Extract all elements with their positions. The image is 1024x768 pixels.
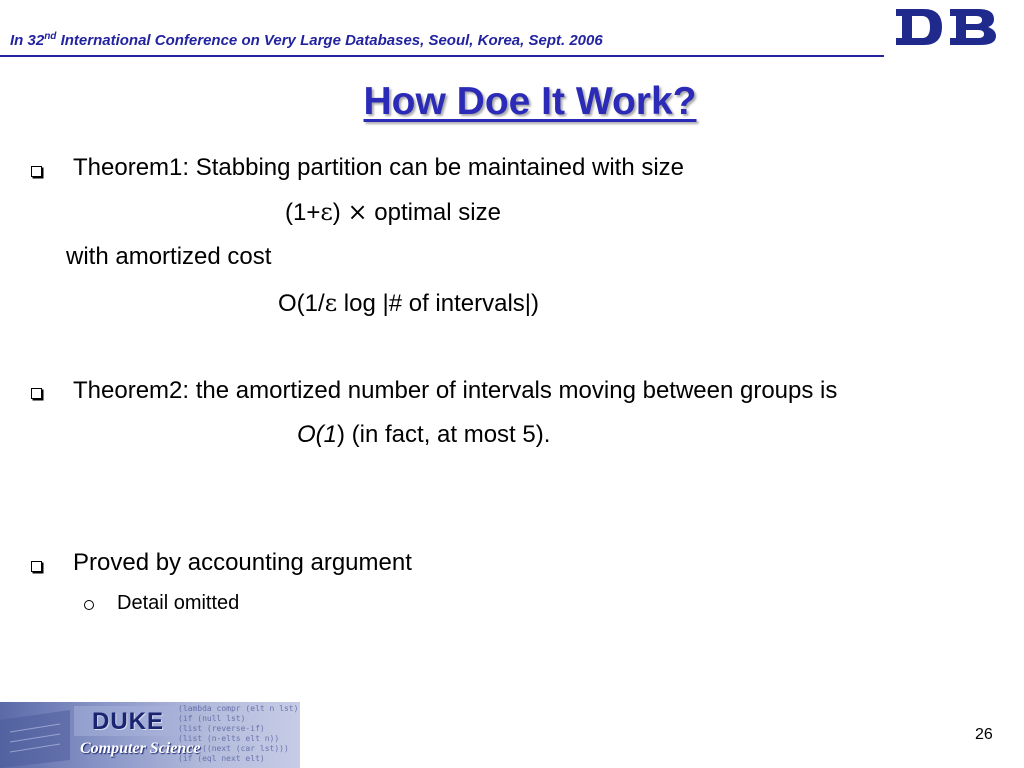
formula-part: O(1/: [278, 290, 325, 317]
proof-statement: Proved by accounting argument: [73, 549, 412, 576]
slide-title: How Doe It Work?: [363, 80, 697, 123]
square-bullet-icon: [31, 388, 42, 399]
formula-part: ): [332, 199, 348, 226]
banner-code-line: (list (reverse-if): [178, 724, 265, 733]
theorem1-size-formula: [285, 198, 501, 227]
banner-code-line: (if (null lst): [178, 714, 246, 723]
epsilon-symbol: ε: [324, 289, 338, 317]
formula-part: (1+: [285, 199, 321, 226]
duke-db-logo: [894, 5, 1000, 49]
page-number: 26: [975, 726, 993, 743]
square-bullet-icon: [31, 561, 42, 572]
header-rule: [0, 55, 884, 57]
header-superscript: nd: [44, 31, 57, 42]
theorem1-cost-label: with amortized cost: [66, 243, 272, 270]
theorem1-statement: Theorem1: Stabbing partition can be maintained with size: [73, 154, 685, 181]
logo-text: DB: [894, 5, 896, 6]
banner-code-line: (if (eql next elt): [178, 754, 265, 763]
banner-code-line: (list (n-elts elt n)): [178, 734, 280, 743]
formula-part: ) (in fact, at most 5).: [337, 421, 551, 448]
big-o-italic: O(1: [297, 421, 338, 448]
banner-code-line: (lambda compr (elt n lst): [178, 704, 299, 713]
banner-duke-text: DUKE: [92, 708, 165, 735]
theorem2-bound: [297, 421, 550, 449]
banner-computer-science-text: Computer Science: [80, 740, 201, 757]
square-bullet-icon: [31, 166, 42, 177]
duke-cs-banner: [0, 702, 300, 768]
conference-header: [10, 32, 603, 49]
theorem1-cost-formula: [278, 289, 539, 318]
header-suffix: International Conference on Very Large Databases, Seoul, Korea, Sept. 2006: [56, 32, 603, 49]
banner-code-line: (let ((next (car lst))): [178, 744, 289, 753]
formula-part: optimal size: [367, 199, 501, 226]
theorem2-statement: Theorem2: the amortized number of intervals moving between groups is: [73, 377, 838, 404]
circle-bullet-icon: [84, 600, 94, 610]
times-symbol: ×: [347, 198, 368, 226]
proof-detail: Detail omitted: [117, 592, 240, 614]
header-prefix: In 32: [10, 32, 45, 49]
epsilon-symbol: ε: [320, 198, 333, 226]
formula-part: log |# of intervals|): [337, 290, 540, 317]
